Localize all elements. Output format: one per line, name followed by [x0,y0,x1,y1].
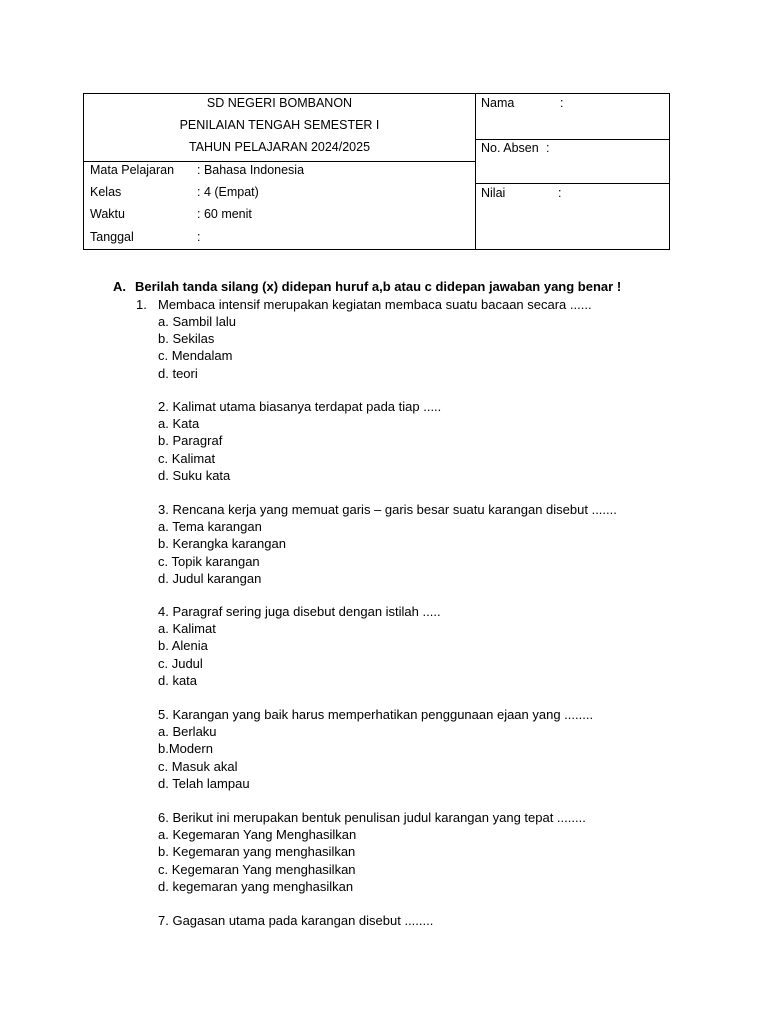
info-value-date: : [197,230,201,244]
question-1-line [136,296,592,313]
option-a: a. Sambil lalu [158,314,237,329]
field-colon-score: : [558,186,562,200]
exam-header-table [83,93,670,250]
option-d: d. Suku kata [158,467,231,483]
question-1-options [158,313,236,382]
option-d: d. kegemaran yang menghasilkan [158,878,354,894]
option-d: d. Judul karangan [158,570,262,586]
option-c: c. Kalimat [158,450,216,466]
school-name: SD NEGERI BOMBANON [206,96,353,110]
exam-title: PENILAIAN TENGAH SEMESTER I [179,118,380,132]
option-a: a. Kalimat [158,621,216,637]
option-b: b. Kegemaran yang menghasilkan [158,844,356,860]
info-label-class: Kelas [90,185,122,199]
option-a: a. Kegemaran Yang Menghasilkan [158,827,357,843]
academic-year: TAHUN PELAJARAN 2024/2025 [188,140,371,154]
section-letter: A. [113,279,126,294]
option-b: b. Alenia [158,638,208,654]
question-text: 4. Paragraf sering juga disebut dengan istilah ..... [158,604,441,619]
field-colon-name: : [560,96,564,110]
option-b: b. Sekilas [158,331,215,347]
option-d: d. kata [158,672,198,688]
table-divider-vertical [475,94,476,249]
option-b: b. Paragraf [158,433,223,449]
option-d: d. teori [158,365,198,381]
option-c: c. Topik karangan [158,553,260,569]
info-label-time: Waktu [90,207,125,221]
question-7 [158,912,433,929]
info-label-subject: Mata Pelajaran [90,163,175,177]
field-colon-absen: : [546,141,550,155]
question-2 [158,398,441,484]
option-c: c. Mendalam [158,348,233,364]
option-b: b. Kerangka karangan [158,536,286,552]
question-text: Membaca intensif merupakan kegiatan membaca suatu bacaan secara ...... [158,297,592,312]
option-d: d. Telah lampau [158,775,250,791]
question-5 [158,706,593,792]
question-4 [158,603,441,689]
option-c: c. Masuk akal [158,758,238,774]
table-divider-horizontal [475,183,670,184]
option-a: a. Berlaku [158,724,217,740]
field-label-name: Nama [481,96,515,110]
question-text: 2. Kalimat utama biasanya terdapat pada tiap ..... [158,399,442,414]
question-3 [158,501,617,587]
info-value-time: : 60 menit [197,207,252,221]
option-c: c. Judul [158,655,203,671]
info-value-subject: : Bahasa Indonesia [197,163,305,177]
section-instruction [113,278,621,295]
question-text: 5. Karangan yang baik harus memperhatikan penggunaan ejaan yang ........ [158,707,594,722]
field-label-absen: No. Absen [481,141,539,155]
question-text: 7. Gagasan utama pada karangan disebut ........ [158,913,434,928]
option-c: c. Kegemaran Yang menghasilkan [158,861,356,877]
section-instruction-text: Berilah tanda silang (x) didepan huruf a,b atau c didepan jawaban yang benar ! [135,279,622,294]
info-value-class: : 4 (Empat) [197,185,259,199]
option-b: b.Modern [158,741,213,757]
option-a: a. Tema karangan [158,519,262,535]
question-text: 3. Rencana kerja yang memuat garis – garis besar suatu karangan disebut ....... [158,502,617,517]
option-a: a. Kata [158,416,200,432]
info-label-date: Tanggal [90,230,134,244]
field-label-score: Nilai [481,186,506,200]
question-number: 1. [136,297,147,312]
question-6 [158,809,586,895]
question-text: 6. Berikut ini merupakan bentuk penulisan judul karangan yang tepat ........ [158,810,586,825]
